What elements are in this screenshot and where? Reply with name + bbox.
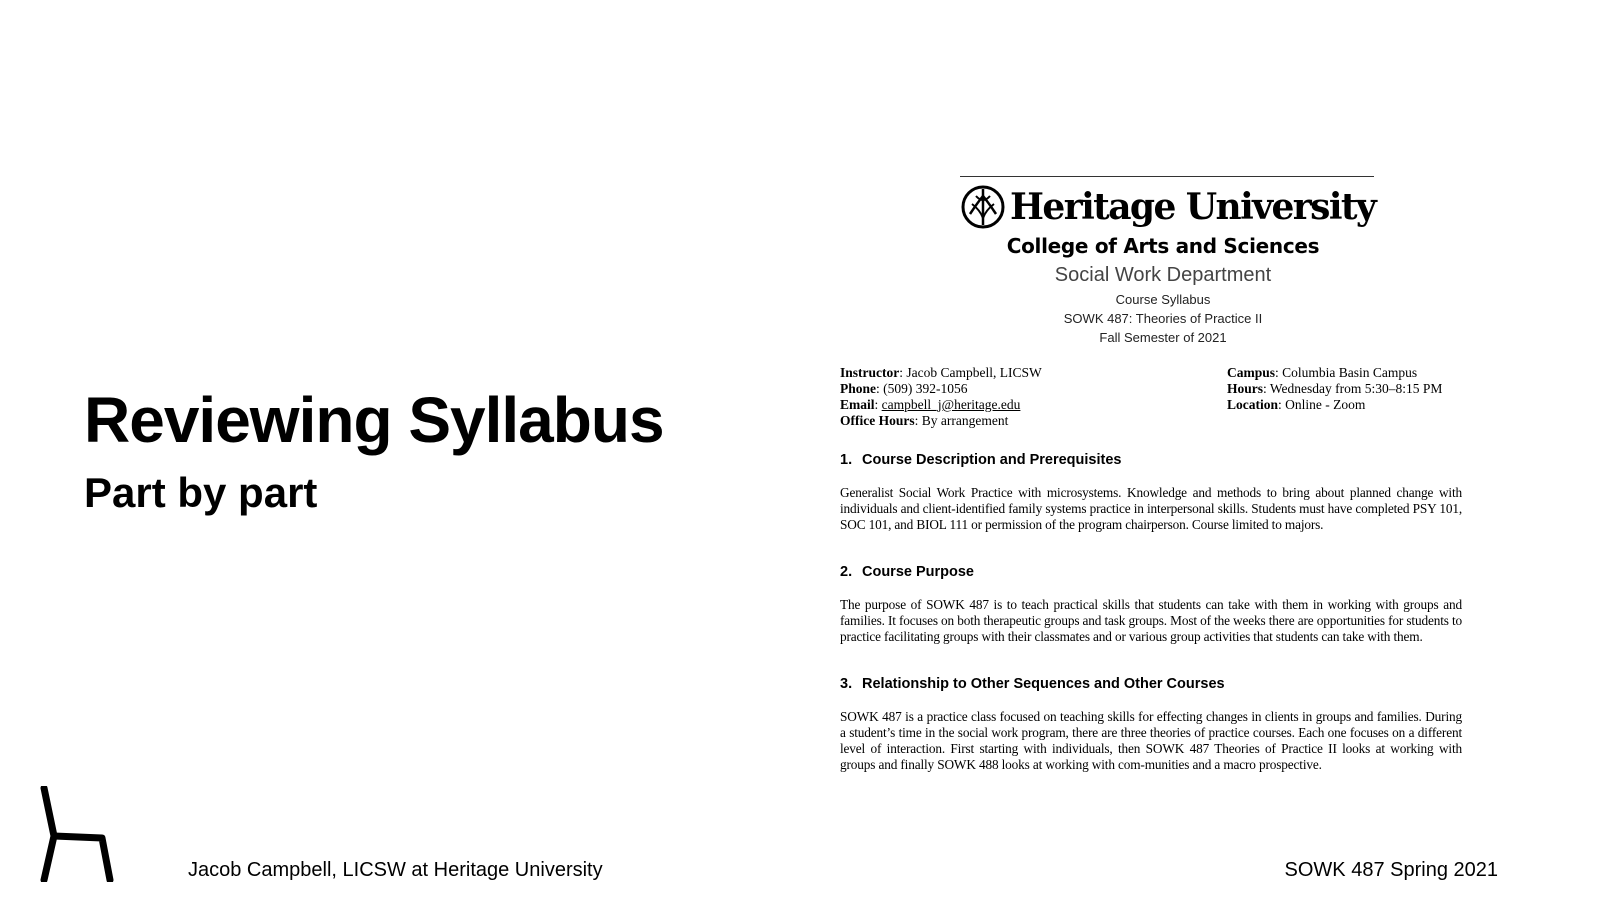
chair-logo-icon [36,786,118,882]
section-body: The purpose of SOWK 487 is to teach practical skills that students can take with them in working with groups and families. It focuses on both therapeutic groups and task groups. Most of the weeks there are opportunities for students to practice facilitating groups with their classmates and or various group activities that students can take with them. [840,597,1462,644]
section-heading: 2. Course Purpose [840,564,974,580]
slide-subtitle: Part by part [84,469,318,516]
slide-title: Reviewing Syllabus [84,384,664,456]
university-name: Heritage University [1010,186,1376,228]
doc-type: Course Syllabus [1115,292,1211,307]
class-info [1227,365,1487,413]
document-meta [840,290,1486,347]
university-logo [960,182,1374,232]
section-heading: 1. Course Description and Prerequisites [840,452,1122,468]
office-hours-line: Office Hours: By arrangement [840,413,1009,428]
hours-line: Hours: Wednesday from 5:30–8:15 PM [1227,381,1443,396]
instructor-info [840,365,1200,429]
section-body: SOWK 487 is a practice class focused on teaching skills for effecting changes in clients in groups and families. During a student’s time in the social work program, there are three theories of practice courses. Each one focuses on a different level of interaction. First starting with individuals, then SOWK 487 Theories of Practice II looks at working with groups and finally SOWK 488 looks at working with com-munities and a macro prospective. [840,709,1462,772]
phone-line: Phone: (509) 392-1056 [840,381,968,396]
course-title: SOWK 487: Theories of Practice II [1063,311,1263,326]
heritage-seal-icon [960,184,1006,230]
instructor-line: Instructor: Jacob Campbell, LICSW [840,365,1042,380]
section-body: Generalist Social Work Practice with microsystems. Knowledge and methods to bring about planned change with individuals and client-identified family systems practice in interpersonal skills. Students must have completed PSY 101, SOC 101, and BIOL 111 or permission of the program chairperson. Course limited to majors. [840,485,1462,532]
department-name: Social Work Department [1054,264,1272,286]
email-link[interactable]: campbell_j@heritage.edu [881,397,1021,412]
campus-line: Campus: Columbia Basin Campus [1227,365,1418,380]
footer-presenter: Jacob Campbell, LICSW at Heritage University [188,859,603,881]
footer-course: SOWK 487 Spring 2021 [1284,859,1498,881]
location-line: Location: Online - Zoom [1227,397,1366,412]
email-line: Email: campbell_j@heritage.edu [840,397,1021,412]
section-heading: 3. Relationship to Other Sequences and Other Courses [840,676,1225,692]
logo-divider [960,176,1374,177]
college-name: College of Arts and Sciences [1006,234,1320,258]
semester: Fall Semester of 2021 [1099,330,1227,345]
